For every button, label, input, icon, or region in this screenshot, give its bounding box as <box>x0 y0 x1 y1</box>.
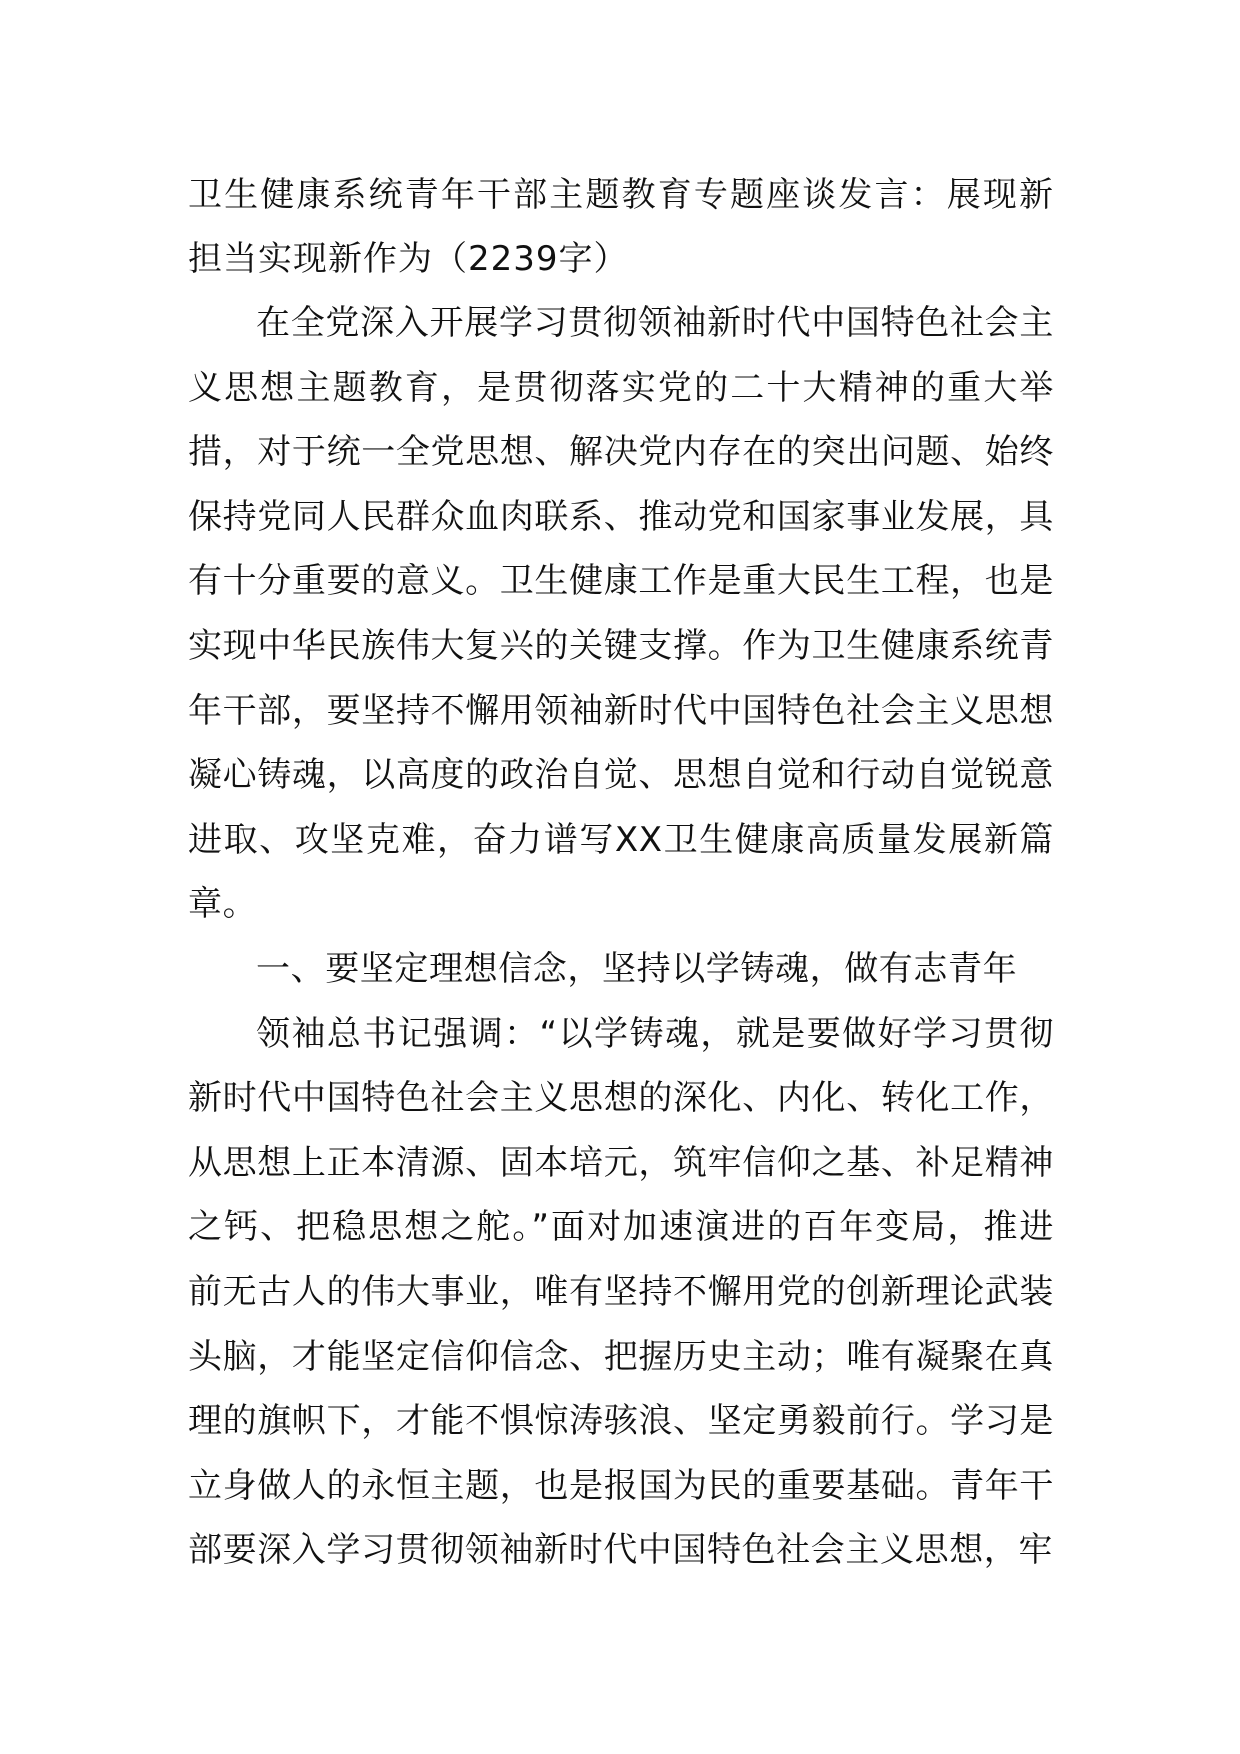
section-paragraph: 领袖总书记强调：“以学铸魂，就是要做好学习贯彻新时代中国特色社会主义思想的深化、内化、转化工作，从思想上正本清源、固本培元，筑牢信仰之基、补足精神之钙、把稳思想之舵。”面对加速演进的百年变局，推进前无古人的伟大事业，唯有坚持不懈用党的创新理论武装头脑，才能坚定信仰信念、把握历史主动；唯有凝聚在真理的旗帜下，才能不惧惊涛骇浪、坚定勇毅前行。学习是立身做人的永恒主题，也是报国为民的重要基础。青年干部要深入学习贯彻领袖新时代中国特色社会主义思想，牢 <box>188 1013 1054 1571</box>
section-heading: 一、要坚定理想信念，坚持以学铸魂，做有志青年 <box>256 948 1018 989</box>
document-body <box>188 163 1054 1583</box>
document-title: 卫生健康系统青年干部主题教育专题座谈发言：展现新担当实现新作为（2239字） <box>188 175 1054 279</box>
intro-paragraph: 在全党深入开展学习贯彻领袖新时代中国特色社会主义思想主题教育，是贯彻落实党的二十大精神的重大举措，对于统一全党思想、解决党内存在的突出问题、始终保持党同人民群众血肉联系、推动党和国家事业发展，具有十分重要的意义。卫生健康工作是重大民生工程，也是实现中华民族伟大复兴的关键支撑。作为卫生健康系统青年干部，要坚持不懈用领袖新时代中国特色社会主义思想凝心铸魂，以高度的政治自觉、思想自觉和行动自觉锐意进取、攻坚克难，奋力谱写XX卫生健康高质量发展新篇章。 <box>188 303 1054 925</box>
